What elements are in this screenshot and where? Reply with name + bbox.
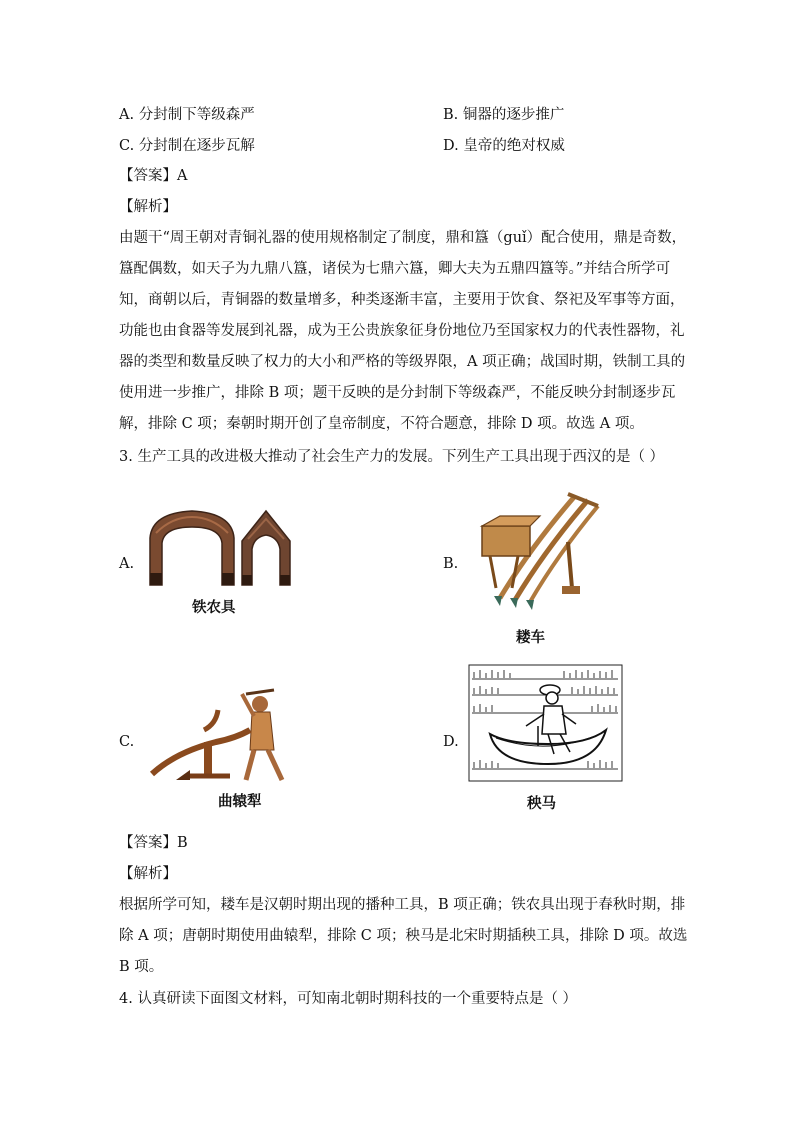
q3-analysis-line: 除 A 项；唐朝时期使用曲辕犁，排除 C 项；秧马是北宋时期插秧工具，排除 D 项。故选 [119, 928, 688, 944]
q2-analysis-line: 解，排除 C 项；秦朝时期开创了皇帝制度，不符合题意，排除 D 项。故选 A 项。 [119, 416, 644, 432]
q2-analysis-line: 簋配偶数，如天子为九鼎八簋，诸侯为七鼎六簋，卿大夫为五鼎四簋等。”并结合所学可 [119, 261, 671, 277]
curved-plough-image [146, 684, 296, 789]
seed-drill-image [470, 488, 605, 618]
q2-answer: 【答案】A [119, 168, 188, 184]
q2-analysis-line: 功能也由食器等发展到礼器，成为王公贵族象征身份地位乃至国家权力的代表性器物，礼 [119, 323, 685, 339]
q2-analysis-label: 【解析】 [119, 199, 177, 215]
rice-seedling-horse-image [468, 664, 623, 782]
q3-option-d-caption: 秧马 [527, 795, 556, 812]
q3-analysis-line: B 项。 [119, 959, 164, 975]
q3-option-b-caption: 耧车 [516, 629, 545, 646]
q3-option-a-letter: A. [119, 556, 135, 572]
q3-option-b-letter: B. [443, 556, 459, 572]
q2-analysis-line: 使用进一步推广，排除 B 项；题干反映的是分封制下等级森严，不能反映分封制逐步瓦 [119, 385, 676, 401]
q3-analysis-line: 根据所学可知，耧车是汉朝时期出现的播种工具，B 项正确；铁农具出现于春秋时期，排 [119, 897, 686, 913]
q2-option-c: C. 分封制在逐步瓦解 [119, 138, 255, 154]
q3-analysis-label: 【解析】 [119, 866, 177, 882]
q3-stem: 3. 生产工具的改进极大推动了社会生产力的发展。下列生产工具出现于西汉的是（ ） [119, 449, 665, 465]
q2-option-a: A. 分封制下等级森严 [119, 107, 255, 123]
q2-option-d: D. 皇帝的绝对权威 [443, 138, 565, 154]
q3-option-d-letter: D. [443, 734, 459, 750]
q2-analysis-line: 由题干“周王朝对青铜礼器的使用规格制定了制度，鼎和簋（guǐ）配合使用，鼎是奇数， [119, 230, 687, 246]
q3-option-c-caption: 曲辕犁 [218, 793, 262, 810]
q2-option-b: B. 铜器的逐步推广 [443, 107, 565, 123]
iron-tools-image [142, 503, 302, 593]
q3-answer: 【答案】B [119, 835, 188, 851]
q3-option-a-caption: 铁农具 [192, 599, 236, 616]
q2-analysis-line: 器的类型和数量反映了权力的大小和严格的等级界限，A 项正确；战国时期，铁制工具的 [119, 354, 686, 370]
q2-analysis-line: 知，商朝以后，青铜器的数量增多，种类逐渐丰富，主要用于饮食、祭祀及军事等方面， [119, 292, 685, 308]
q4-stem: 4. 认真研读下面图文材料，可知南北朝时期科技的一个重要特点是（ ） [119, 991, 578, 1007]
q3-option-c-letter: C. [119, 734, 135, 750]
